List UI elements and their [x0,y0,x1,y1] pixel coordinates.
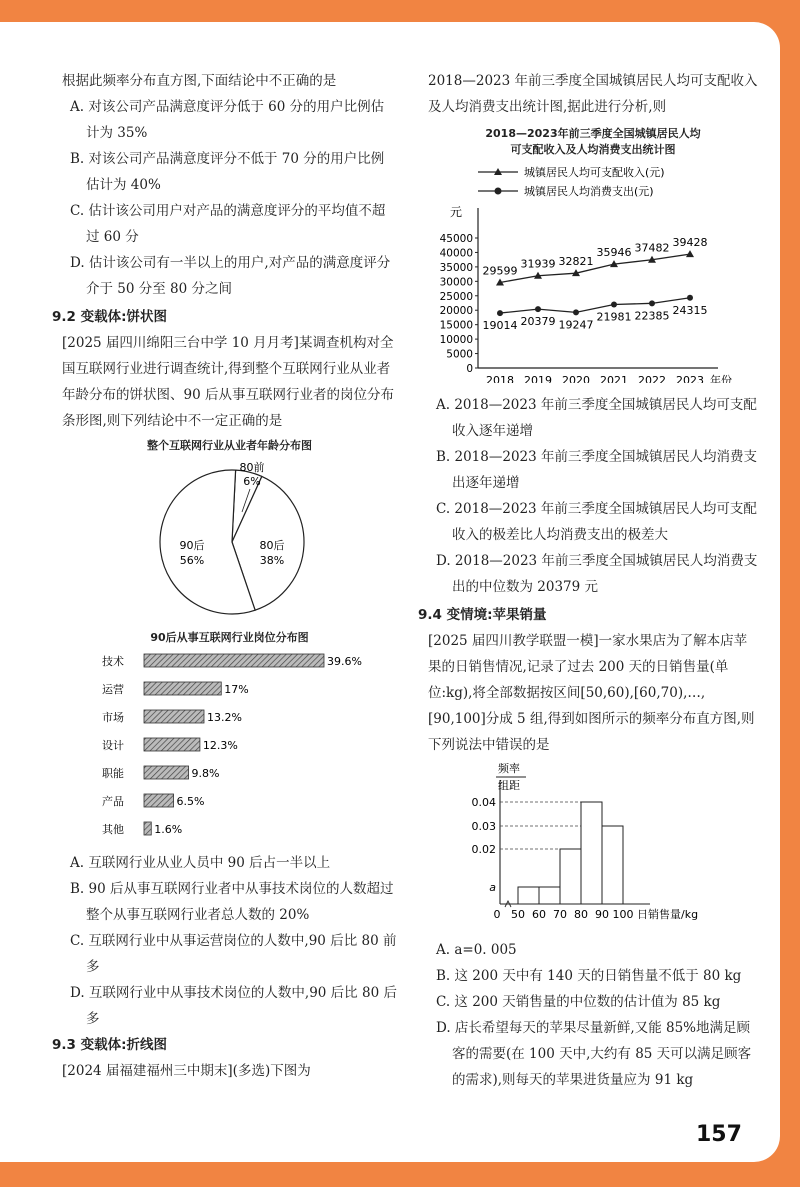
section-9-2-title: 9.2 变载体:饼状图 [52,309,168,325]
question-9-3-continued: 2018—2023 年前三季度全国城镇居民人均可支配收入及人均消费支出统计图,据此进行分析,则 [428,73,758,115]
bar-6 [144,822,151,835]
bar-category-label: 运营 [102,683,124,696]
pie-label-1: 80后 [259,539,285,552]
option-9-3-b: B. 2018—2023 年前三季度全国城镇居民人均消费支出逐年递增 [436,449,758,491]
x-tick-label: 2023 [676,374,704,383]
y-tick-label: a [489,881,496,894]
bar-value-label: 17% [224,683,249,696]
x-axis-label: 年份 [710,374,732,383]
question-stem: 根据此频率分布直方图,下面结论中不正确的是 [62,73,337,89]
histogram-bar-0 [518,887,539,904]
question-9-4: [2025 届四川教学联盟一模]一家水果店为了解本店苹果的日销售情况,记录了过去 200 天的日销售量(单位:kg),将全部数据按区间[50,60),[60,70),…,[90,100]分成 5 组,得到如图所示的频率分布直方图,则下列说法中错误的是 [428,633,755,753]
pie-value-2: 56% [179,554,205,567]
x-tick-label: 2022 [638,374,666,383]
y-tick-label: 25000 [439,290,473,303]
data-point-spending [497,310,503,316]
y-tick-label: 45000 [439,233,473,245]
data-point-spending [649,300,655,306]
bar-5 [144,794,174,807]
bar-3 [144,738,200,751]
option-9-3-c: C. 2018—2023 年前三季度全国城镇居民人均可支配收入的极差比人均消费支出的极差大 [436,501,757,543]
data-label: 19247 [558,318,594,332]
option-c: C. 估计该公司用户对产品的满意度评分的平均值不超过 60 分 [70,203,386,245]
option-9-3-d: D. 2018—2023 年前三季度全国城镇居民人均消费支出的中位数为 20379 元 [436,553,758,595]
bar-value-label: 1.6% [154,823,183,836]
option-a: A. 对该公司产品满意度评分低于 60 分的用户比例估计为 35% [70,99,385,141]
y-tick-label: 0 [466,363,473,375]
pie-chart [62,454,397,619]
y-axis-label-bottom: 组距 [498,779,520,792]
bar-category-label: 设计 [102,739,124,752]
data-label: 24315 [672,303,708,317]
question-9-3-start: [2024 届福建福州三中期末](多选)下图为 [62,1063,311,1079]
bar-category-label: 职能 [102,767,124,780]
data-label: 37482 [634,241,670,255]
histogram-bar-1 [539,887,560,904]
bar-2 [144,710,204,723]
x-tick-label: 2020 [562,374,590,383]
data-label: 22385 [634,309,670,323]
bar-value-label: 9.8% [191,767,220,780]
x-tick-label: 2019 [524,374,552,383]
y-tick-label: 10000 [439,334,473,347]
option-9-2-b: B. 90 后从事互联网行业者中从事技术岗位的人数超过整个从事互联网行业者总人数的 20% [70,881,394,923]
x-tick-label: 80 [574,908,588,921]
option-d: D. 估计该公司有一半以上的用户,对产品的满意度评分介于 50 分至 80 分之间 [70,255,391,297]
option-9-4-a: A. a=0. 005 [436,942,517,958]
y-tick-label: 40000 [439,247,473,260]
pie-chart-title: 整个互联网行业从业者年龄分布图 [147,439,312,452]
bar-category-label: 技术 [102,655,124,668]
y-tick-label: 20000 [439,305,473,318]
y-tick-label: 0.03 [471,820,496,833]
option-b: B. 对该公司产品满意度评分不低于 70 分的用户比例估计为 40% [70,151,385,193]
bar-value-label: 39.6% [327,655,362,668]
x-origin-label: 0 [493,908,501,921]
y-tick-label: 5000 [446,348,473,361]
x-tick-label: 90 [595,908,609,921]
data-label: 21981 [596,310,632,324]
bar-category-label: 市场 [102,711,124,724]
y-tick-label: 0.02 [471,843,496,856]
data-point-spending [573,309,579,315]
option-9-2-a: A. 互联网行业从业人员中 90 后占一半以上 [70,855,331,871]
pie-label-0: 80前 [239,461,265,474]
option-9-4-b: B. 这 200 天中有 140 天的日销售量不低于 80 kg [436,968,742,984]
bar-4 [144,766,189,779]
section-9-3-title: 9.3 变载体:折线图 [52,1037,168,1053]
bar-chart [62,646,397,841]
option-9-3-a: A. 2018—2023 年前三季度全国城镇居民人均可支配收入逐年递增 [436,397,757,439]
bar-value-label: 12.3% [202,739,238,752]
question-9-2: [2025 届四川绵阳三台中学 10 月月考]某调查机构对全国互联网行业进行调查统计,得到整个互联网行业从业者年龄分布的饼状图、90 后从事互联网行业者的岗位分布条形图,则下列结论中不一定正确的是 [62,335,394,429]
option-9-2-d: D. 互联网行业中从事技术岗位的人数中,90 后比 80 后多 [70,985,397,1027]
y-tick-label: 30000 [439,276,473,289]
data-label: 19014 [482,319,518,333]
right-column [418,68,758,1093]
histogram-bar-2 [560,849,581,904]
bar-value-label: 6.5% [176,795,205,808]
line-chart [428,158,758,383]
data-label: 29599 [482,264,518,278]
y-axis-label-top: 频率 [498,762,520,775]
bar-category-label: 其他 [102,823,124,836]
x-tick-label: 70 [553,908,567,921]
data-point-spending [687,295,693,301]
legend-marker-spending [495,188,502,195]
option-9-4-d: D. 店长希望每天的苹果尽量新鲜,又能 85%地满足顾客的需要(在 100 天中,大约有 85 天可以满足顾客的需求),则每天的苹果进货量应为 91 kg [436,1020,752,1088]
bar-value-label: 13.2% [207,711,242,724]
option-9-4-c: C. 这 200 天销售量的中位数的估计值为 85 kg [436,994,721,1010]
x-tick-label: 60 [532,908,546,921]
histogram-bar-4 [602,826,623,904]
y-tick-label: 15000 [439,319,473,332]
page-number: 157 [696,1122,742,1147]
y-tick-label: 0.04 [471,796,496,809]
data-point-spending [611,301,617,307]
bar-0 [144,654,324,667]
x-tick-label: 2018 [486,374,514,383]
x-tick-label: 2021 [600,374,628,383]
x-tick-label: 100 [612,908,634,921]
data-label: 32821 [558,255,594,269]
histogram-chart [428,758,758,928]
data-label: 39428 [672,236,708,250]
line-chart-title-1: 2018—2023年前三季度全国城镇居民人均 [485,127,701,140]
pie-value-1: 38% [259,554,285,567]
data-point-income [686,250,694,257]
pie-value-0: 6% [243,475,261,488]
y-tick-label: 35000 [439,261,473,274]
bar-category-label: 产品 [102,795,124,808]
data-label: 31939 [520,257,556,271]
y-axis-label: 元 [450,205,463,219]
x-axis-label: 日销售量/kg [637,908,699,921]
x-tick-label: 50 [511,908,525,921]
option-9-2-c: C. 互联网行业中从事运营岗位的人数中,90 后比 80 前多 [70,933,397,975]
data-label: 35946 [596,246,632,260]
data-label: 20379 [520,315,556,329]
line-chart-title-2: 可支配收入及人均消费支出统计图 [510,143,676,156]
left-column [52,68,397,1084]
histogram-bar-3 [581,802,602,904]
bar-chart-title: 90后从事互联网行业岗位分布图 [150,631,309,644]
legend-label-spending: 城镇居民人均消费支出(元) [524,185,654,198]
section-9-4-title: 9.4 变情境:苹果销量 [418,607,547,623]
pie-label-2: 90后 [179,539,205,552]
data-point-spending [535,306,541,312]
bar-1 [144,682,221,695]
legend-label-income: 城镇居民人均可支配收入(元) [524,166,665,179]
